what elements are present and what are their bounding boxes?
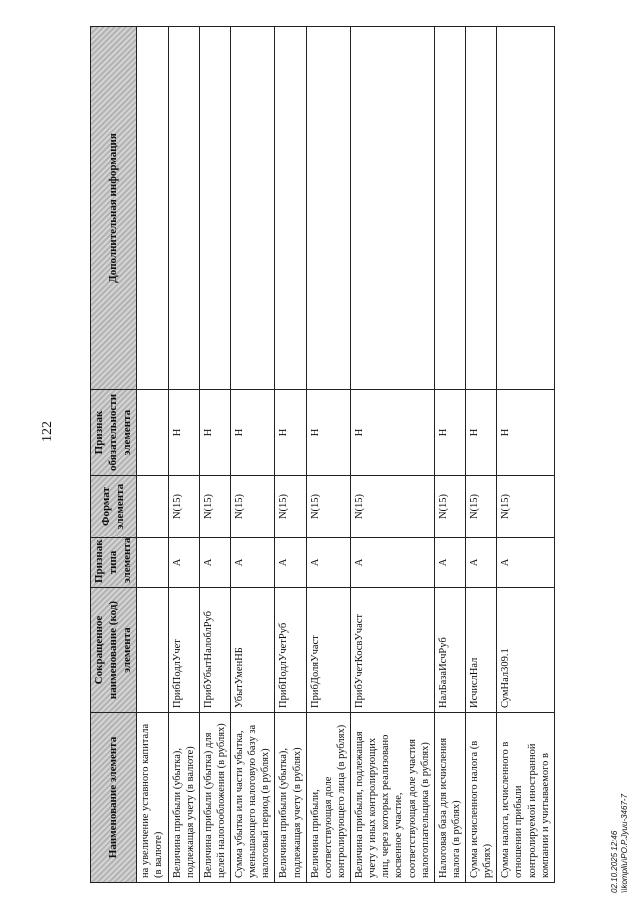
cell-type: А [306,538,350,588]
print-stamp [610,794,629,893]
cell-code: СумНал309.1 [497,588,555,713]
table-row [137,27,168,883]
cell-type: А [199,538,230,588]
cell-required: Н [275,390,306,476]
cell-type [137,538,168,588]
cell-format: N(15) [306,476,350,538]
header-code: Сокращенное наименование (код) элемента [91,588,137,713]
cell-info [137,27,168,390]
cell-info [168,27,199,390]
cell-format: N(15) [466,476,497,538]
page-number: 122 [40,421,55,442]
table-row [306,27,350,883]
cell-code: ПрибДоляУчаст [306,588,350,713]
table-row [199,27,230,883]
cell-code [137,588,168,713]
cell-type: А [434,538,465,588]
cell-required: Н [306,390,350,476]
cell-required: Н [497,390,555,476]
cell-name: Величина прибыли, соответствующая доле контролирующего лица (в рублях) [306,713,350,883]
cell-name: Величина прибыли, подлежащая учету у иных контролирующих лиц, через которых реализовано косвенное участие, соответствующая доле участия налогоплательщика (в рублях) [351,713,435,883]
cell-format: N(15) [351,476,435,538]
cell-info [199,27,230,390]
cell-type: А [231,538,275,588]
cell-format: N(15) [434,476,465,538]
cell-info [434,27,465,390]
cell-info [466,27,497,390]
cell-required: Н [231,390,275,476]
cell-format: N(15) [199,476,230,538]
cell-required: Н [199,390,230,476]
cell-name: Сумма налога, исчисленного в отношении прибыли контролируемой иностранной компании и учитываемого в [497,713,555,883]
cell-name: на увеличение уставного капитала (в валюте) [137,713,168,883]
cell-code: НалБазаИсчРуб [434,588,465,713]
cell-code: ПрибУбытНалоблРуб [199,588,230,713]
cell-type: А [351,538,435,588]
cell-name: Сумма убытка или части убытка, уменьшающего налоговую базу за налоговый период (в рублях) [231,713,275,883]
cell-name: Сумма исчисленного налога (в рублях) [466,713,497,883]
cell-name: Величина прибыли (убытка), подлежащая учету (в рублях) [275,713,306,883]
cell-type: А [466,538,497,588]
elements-table [90,26,555,883]
header-format: Формат элемента [91,476,137,538]
cell-name: Налоговая база для исчисления налога (в рублях) [434,713,465,883]
table-row [168,27,199,883]
table-header-row [91,27,137,883]
table-row [275,27,306,883]
cell-format: N(15) [168,476,199,538]
cell-required: Н [466,390,497,476]
cell-info [231,27,275,390]
table-row [351,27,435,883]
header-name: Наименование элемента [91,713,137,883]
cell-info [497,27,555,390]
table-row [466,27,497,883]
cell-type: А [497,538,555,588]
stamp-path: \\kompliu\PO.P.Jyuu-3467-7 [619,793,629,893]
cell-name: Величина прибыли (убытка), подлежащая учету (в валюте) [168,713,199,883]
rotated-table-container [90,27,551,883]
cell-format [137,476,168,538]
cell-name: Величина прибыли (убытка) для целей налогообложения (в рублях) [199,713,230,883]
table-row [231,27,275,883]
cell-format: N(15) [497,476,555,538]
header-type: Признак типа элемента [91,538,137,588]
cell-code: ИсчислНал [466,588,497,713]
header-required: Признак обязательности элемента [91,390,137,476]
cell-required: Н [168,390,199,476]
cell-type: А [275,538,306,588]
cell-code: ПрибПодлУчет [168,588,199,713]
cell-code: ПрибУчетКосвУчаст [351,588,435,713]
header-info: Дополнительная информация [91,27,137,390]
cell-required: Н [434,390,465,476]
cell-format: N(15) [231,476,275,538]
cell-code: ПрибПодлУчетРуб [275,588,306,713]
cell-type: А [168,538,199,588]
cell-info [275,27,306,390]
stamp-datetime: 02.10.2025 12:46 [610,830,619,893]
cell-code: УбытУменНБ [231,588,275,713]
table-row [497,27,555,883]
cell-required [137,390,168,476]
cell-info [306,27,350,390]
cell-required: Н [351,390,435,476]
cell-info [351,27,435,390]
cell-format: N(15) [275,476,306,538]
table-row [434,27,465,883]
